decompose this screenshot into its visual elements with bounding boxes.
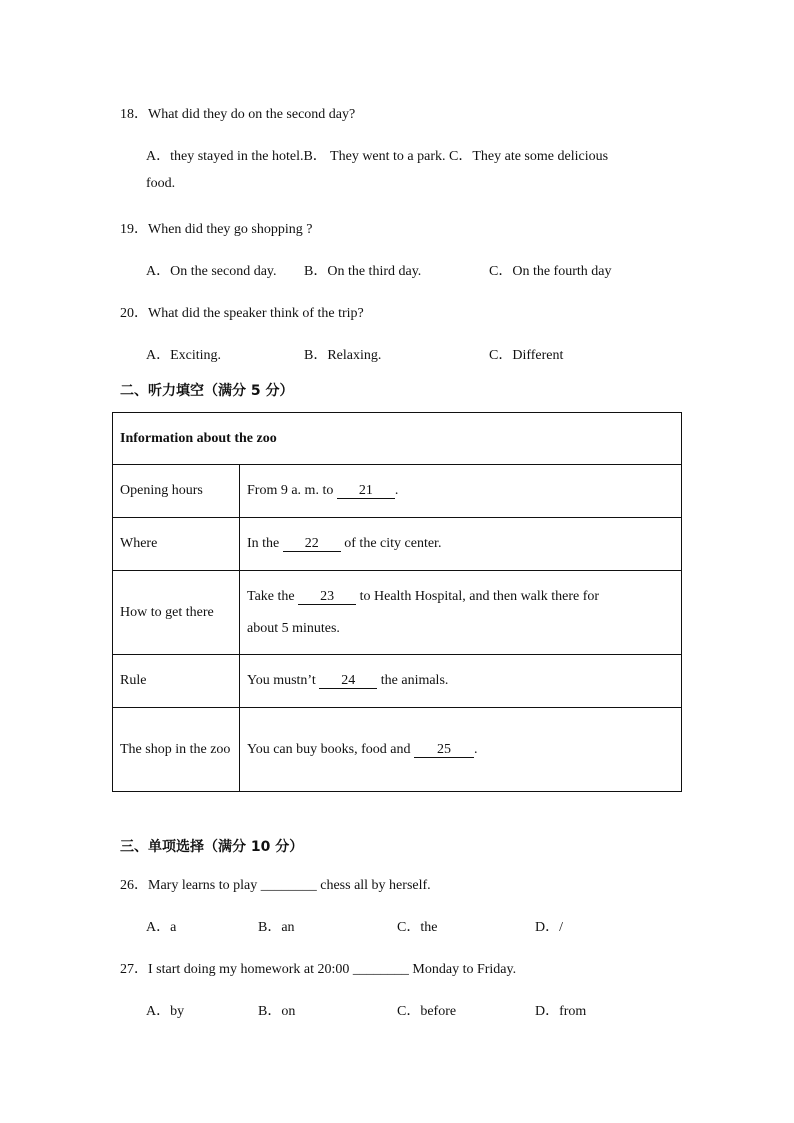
question-18: 18．What did they do on the second day? [120, 107, 356, 122]
zoo-info-table [112, 412, 682, 792]
table-row [113, 518, 682, 571]
question-26-option-c: C．the [397, 920, 438, 935]
row-content: In the 22 of the city center. [240, 518, 682, 571]
table-row [113, 571, 682, 655]
question-27-option-b: B．on [258, 1004, 296, 1019]
row-content: You can buy books, food and 25 . [240, 708, 682, 792]
question-18-options-continued: food. [146, 176, 176, 191]
blank-21: 21 [337, 484, 395, 499]
row-label: How to get there [113, 571, 240, 655]
question-18-options: A．they stayed in the hotel.B． They went to a park. C．They ate some delicious [146, 149, 609, 164]
question-26-option-b: B．an [258, 920, 295, 935]
section-2-title: 二、听力填空（满分 5 分） [120, 383, 294, 399]
question-19-option-c: C．On the fourth day [489, 264, 612, 279]
question-27: 27．I start doing my homework at 20:00 ________ Monday to Friday. [120, 962, 517, 977]
question-20: 20．What did the speaker think of the trip? [120, 306, 364, 321]
row-content: Take the 23 to Health Hospital, and then walk there for about 5 minutes. [240, 571, 682, 655]
question-19: 19．When did they go shopping ? [120, 222, 313, 237]
blank-24: 24 [319, 674, 377, 689]
row-label: The shop in the zoo [113, 708, 240, 792]
table-row [113, 708, 682, 792]
question-27-option-d: D．from [535, 1004, 587, 1019]
section-3-title: 三、单项选择（满分 10 分） [120, 839, 304, 855]
blank-23: 23 [298, 590, 356, 605]
table-row [113, 655, 682, 708]
row-content: From 9 a. m. to 21 . [240, 465, 682, 518]
table-header-row [113, 413, 682, 465]
blank-25: 25 [414, 743, 474, 758]
question-19-option-b: B．On the third day. [304, 264, 422, 279]
question-20-option-c: C．Different [489, 348, 564, 363]
table-row [113, 465, 682, 518]
table-header: Information about the zoo [113, 413, 682, 465]
question-20-option-b: B．Relaxing. [304, 348, 382, 363]
question-19-option-a: A．On the second day. [146, 264, 277, 279]
question-26: 26．Mary learns to play ________ chess all by herself. [120, 878, 431, 893]
row-label: Rule [113, 655, 240, 708]
row-label: Where [113, 518, 240, 571]
question-20-option-a: A．Exciting. [146, 348, 222, 363]
question-27-option-c: C．before [397, 1004, 457, 1019]
blank-22: 22 [283, 537, 341, 552]
question-27-option-a: A．by [146, 1004, 185, 1019]
question-26-option-a: A．a [146, 920, 177, 935]
row-content: You mustn’t 24 the animals. [240, 655, 682, 708]
question-26-option-d: D．/ [535, 920, 563, 935]
row-label: Opening hours [113, 465, 240, 518]
